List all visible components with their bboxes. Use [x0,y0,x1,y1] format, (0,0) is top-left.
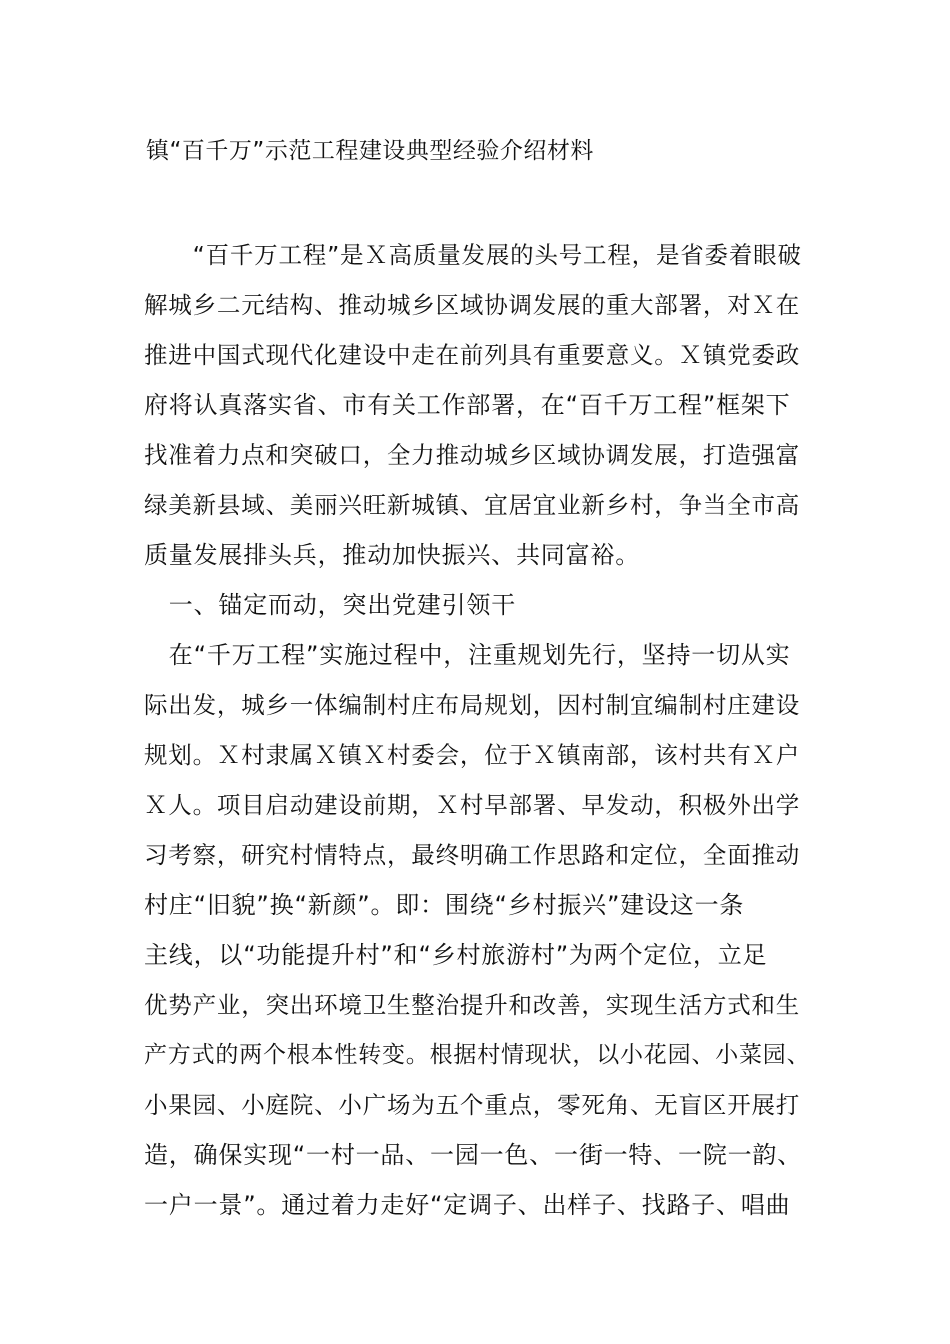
text-line: 造，确保实现“一村一品、一园一色、一街一特、一院一韵、 [144,1141,803,1169]
text-line: 绿美新县域、美丽兴旺新城镇、宜居宜业新乡村，争当全市高 [144,491,801,519]
text-line: 优势产业，突出环境卫生整治提升和改善，实现生活方式和生 [144,991,801,1019]
document-body [144,230,810,1230]
text-line: 习考察，研究村情特点，最终明确工作思路和定位，全面推动 [144,841,801,869]
document-title: 镇“百千万”示范工程建设典型经验介绍材料 [146,138,594,164]
text-line: “百千万工程”是Ｘ高质量发展的头号工程，是省委着眼破 [144,241,802,269]
text-line: Ｘ人。项目启动建设前期，Ｘ村早部署、早发动，积极外出学 [144,791,801,819]
text-line: 府将认真落实省、市有关工作部署，在“百千万工程”框架下 [144,391,791,419]
text-line: 一户一景”。通过着力走好“定调子、出样子、找路子、唱曲 [144,1191,791,1219]
text-line: 一、锚定而动，突出党建引领干 [144,591,516,619]
text-line: 在“千万工程”实施过程中，注重规划先行，坚持一切从实 [144,641,791,669]
text-line: 解城乡二元结构、推动城乡区域协调发展的重大部署，对Ｘ在 [144,291,801,319]
text-line: 产方式的两个根本性转变。根据村情现状，以小花园、小菜园、 [144,1042,811,1068]
text-line: 主线，以“功能提升村”和“乡村旅游村”为两个定位，立足 [144,941,768,969]
text-line: 村庄“旧貌”换“新颜”。即：围绕“乡村振兴”建设这一条 [144,891,745,919]
text-line: 际出发，城乡一体编制村庄布局规划，因村制宜编制村庄建设 [144,691,801,719]
text-line: 小果园、小庭院、小广场为五个重点，零死角、无盲区开展打 [144,1091,801,1119]
text-line: 推进中国式现代化建设中走在前列具有重要意义。Ｘ镇党委政 [144,341,801,369]
text-line: 规划。Ｘ村隶属Ｘ镇Ｘ村委会，位于Ｘ镇南部，该村共有Ｘ户 [144,741,801,769]
text-line: 质量发展排头兵，推动加快振兴、共同富裕。 [144,541,640,569]
text-line: 找准着力点和突破口，全力推动城乡区域协调发展，打造强富 [144,441,801,469]
